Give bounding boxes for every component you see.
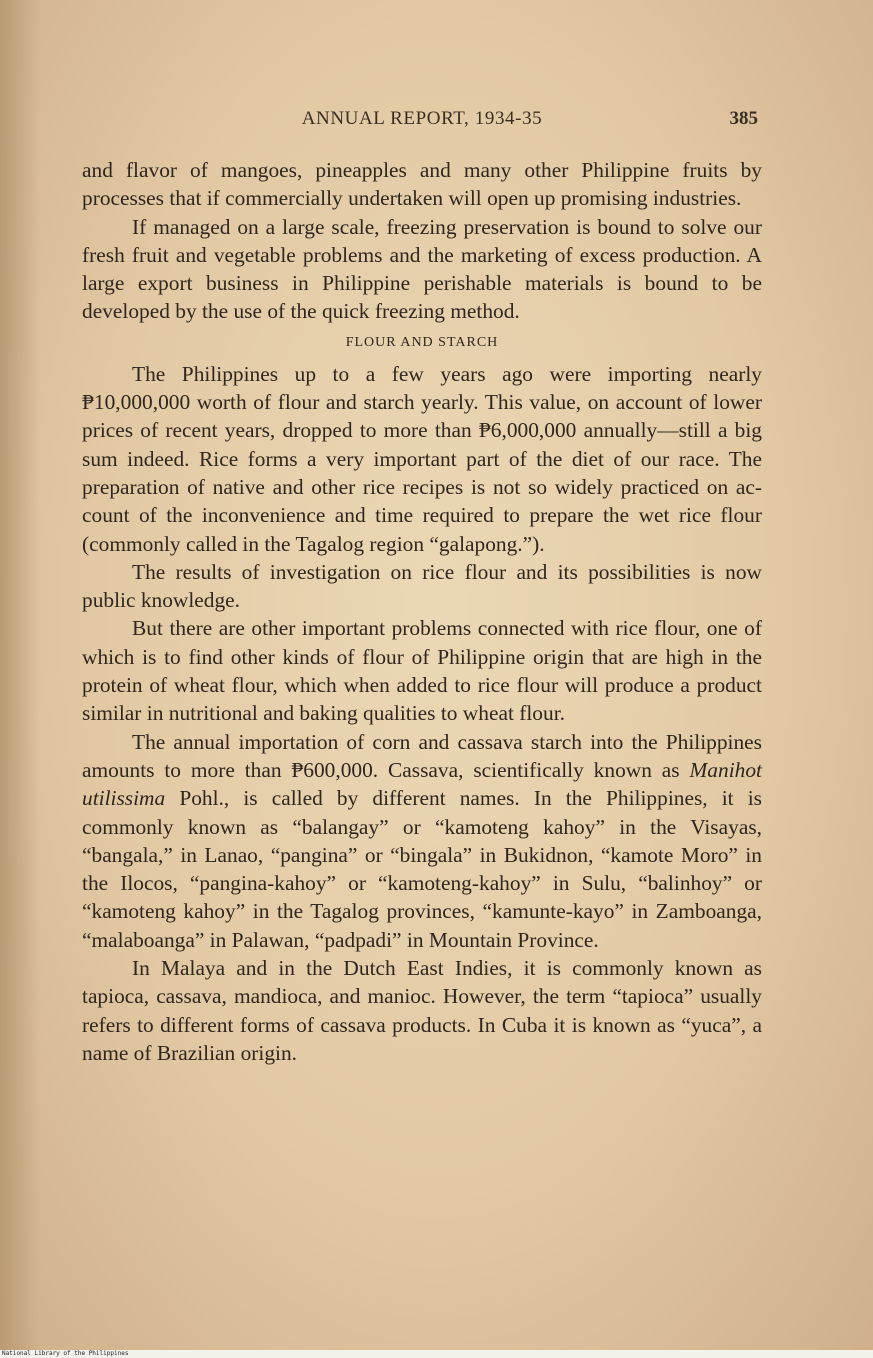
paragraph: In Malaya and in the Dutch East Indies, it is commonly known as tapioca, cassava, mandioca, and manioc. However, the term “tapioca” usually refers to different forms of cassava products. In Cuba it is known as “yuca”, a name of Brazilian origin.	[82, 956, 762, 1065]
section-heading: FLOUR AND STARCH	[345, 334, 499, 350]
paragraph	[82, 728, 762, 954]
paragraph-text: Pohl., is called by different names. In the Philippines, it is commonly known as “balangay” or “kamoteng kahoy” in the Visayas, “bangala,” in Lanao, “pangina” or “bingala” in Bukidnon, “kamote Moro” in the Ilocos, “pangina-kahoy” or “kamoteng-kahoy” in Sulu, “balinhoy” or “kamoteng kahoy” in the Tagalog provinces, “kamunte-kayo” in Zamboanga, “malaboanga” in Palawan, “padpadi” in Mountain Province.	[82, 786, 762, 952]
library-credit: National Library of the Philippines	[0, 1350, 873, 1358]
paragraph-text: The annual importation of corn and cassava starch into the Philippines amounts to more than ₱600,000. Cassava, scientifically known as	[82, 729, 762, 782]
running-header	[82, 108, 762, 134]
species-name: Manihot utilissima	[82, 757, 762, 811]
paragraph: The Philippines up to a few years ago were importing nearly ₱10,000,000 worth of flour and starch yearly. This value, on account of lower prices of recent years, dropped to more than ₱6,000,000 annually—still a big sum indeed. Rice forms a very important part of the diet of our race. The preparation of native and other rice recipes is not so widely practiced on account of the inconvenience and time required to prepare the wet rice flour (commonly called in the Tagalog region “galapong.”).	[82, 361, 762, 556]
running-title: ANNUAL REPORT, 1934-35	[301, 108, 543, 129]
body-text	[82, 156, 762, 1067]
paragraph: But there are other important problems connected with rice flour, one of which is to find other kinds of flour of Philippine origin that are high in the protein of wheat flour, which when added to rice flour will produce a product similar in nutritional and baking qualities to wheat flour.	[82, 616, 762, 726]
paragraph: and flavor of mangoes, pineapples and many other Philippine fruits by processes that if commercially undertaken will open up promising industries.	[82, 158, 762, 211]
paragraph: If managed on a large scale, freezing preservation is bound to solve our fresh fruit and vegetable problems and the marketing of excess production. A large export business in Philippine perishable materials is bound to be developed by the use of the quick freezing method.	[82, 214, 762, 324]
page-number: 385	[729, 108, 758, 129]
paragraph: The results of investigation on rice flour and its possibilities is now public knowledge.	[82, 559, 762, 613]
